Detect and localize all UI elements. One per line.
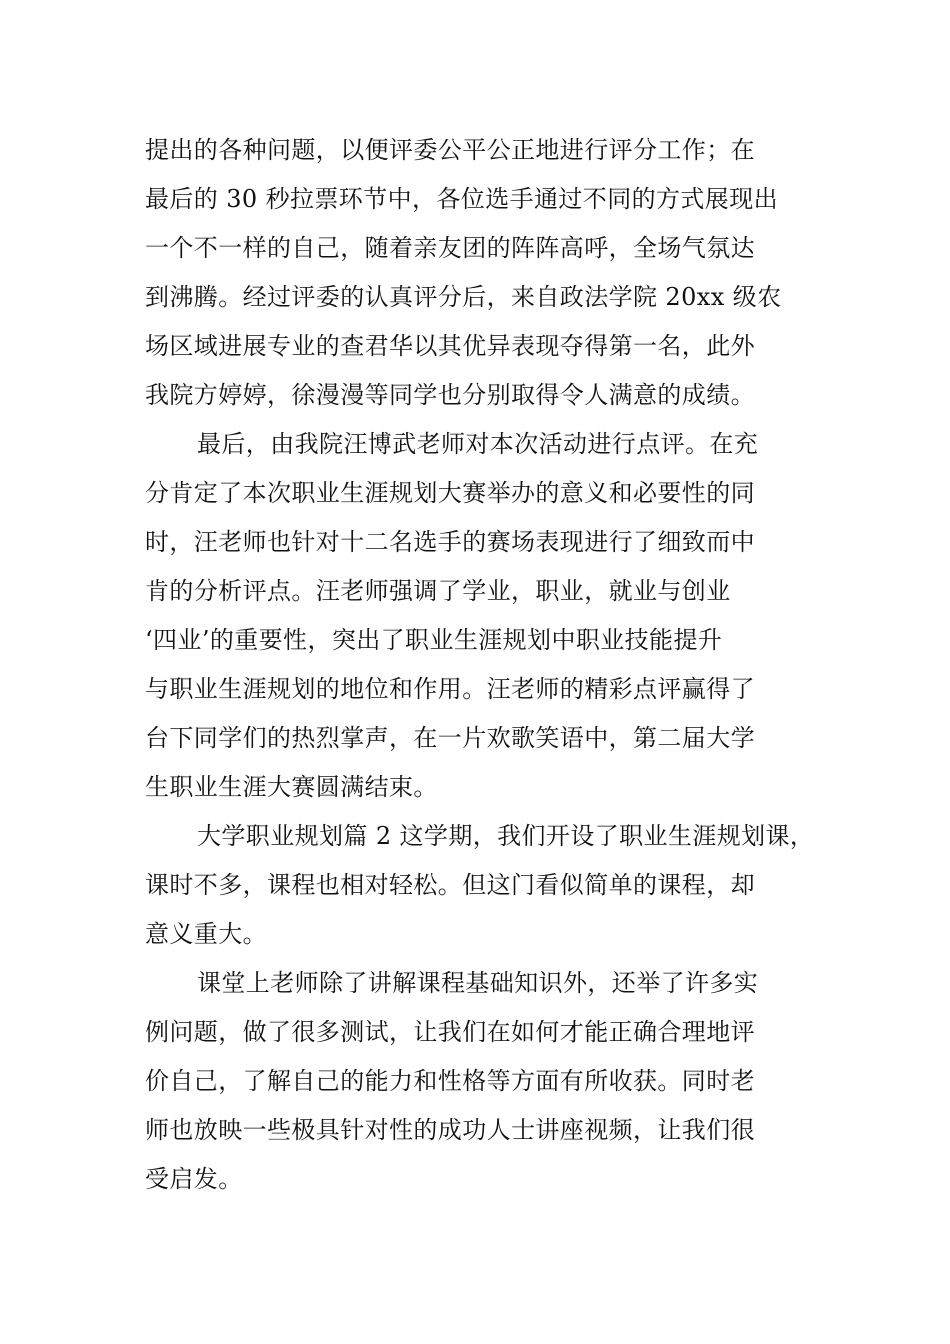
text-line: ‘四业’的重要性，突出了职业生涯规划中职业技能提升 [145,626,723,654]
paragraph [145,959,805,1204]
text-line: 意义重大。 [145,920,267,948]
text-line: 最后的 30 秒拉票环节中，各位选手通过不同的方式展现出 [145,185,778,213]
text-line: 价自己，了解自己的能力和性格等方面有所收获。同时老 [145,1067,755,1095]
text-line: 提出的各种问题，以便评委公平公正地进行评分工作；在 [145,136,755,164]
text-line: 一个不一样的自己，随着亲友团的阵阵高呼，全场气氛达 [145,234,755,262]
paragraph [145,420,805,812]
text-line: 分肯定了本次职业生涯规划大赛举办的意义和必要性的同 [145,479,755,507]
text-line: 台下同学们的热烈掌声，在一片欢歌笑语中，第二届大学 [145,724,755,752]
text-line: 例问题，做了很多测试，让我们在如何才能正确合理地评 [145,1018,755,1046]
text-line: 课堂上老师除了讲解课程基础知识外，还举了许多实 [197,969,759,997]
text-line: 我院方婷婷，徐漫漫等同学也分别取得令人满意的成绩。 [145,381,755,409]
text-line: 大学职业规划篇 2 这学期，我们开设了职业生涯规划课， [197,822,815,850]
text-line: 课时不多，课程也相对轻松。但这门看似简单的课程，却 [145,871,755,899]
text-line: 到沸腾。经过评委的认真评分后，来自政法学院 20xx 级农 [145,283,782,311]
text-line: 生职业生涯大赛圆满结束。 [145,773,438,801]
text-line: 时，汪老师也针对十二名选手的赛场表现进行了细致而中 [145,528,755,556]
paragraph [145,812,815,959]
paragraph [145,126,805,420]
text-line: 场区域进展专业的查君华以其优异表现夺得第一名，此外 [145,332,755,360]
text-line: 受启发。 [145,1165,243,1193]
document-body [145,126,815,1204]
text-line: 与职业生涯规划的地位和作用。汪老师的精彩点评赢得了 [145,675,755,703]
text-line: 师也放映一些极具针对性的成功人士讲座视频，让我们很 [145,1116,755,1144]
text-line: 肯的分析评点。汪老师强调了学业，职业，就业与创业 [145,577,731,605]
text-line: 最后，由我院汪博武老师对本次活动进行点评。在充 [197,430,759,458]
